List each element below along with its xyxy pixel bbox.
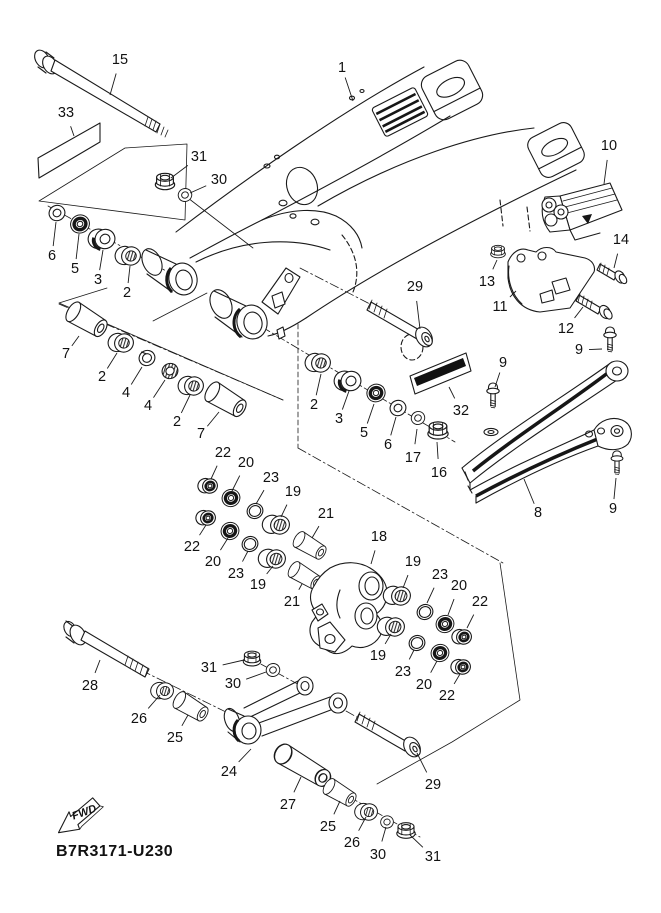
part-label-19: 19 [284, 484, 302, 500]
leader-line-22 [454, 674, 460, 684]
washer-23 [244, 501, 265, 522]
fwd-label: FWD [70, 802, 99, 823]
part-label-3: 3 [93, 272, 103, 288]
bush-3 [331, 365, 365, 397]
washer-30 [264, 662, 281, 679]
part-label-24: 24 [220, 764, 238, 780]
leader-line-10 [604, 160, 607, 184]
chain-guide-upper [542, 183, 622, 240]
washer-17 [409, 409, 427, 427]
bearing-2 [112, 241, 144, 271]
leader-line-8 [524, 479, 534, 504]
part-label-11: 11 [492, 299, 508, 315]
leader-line-23 [256, 490, 264, 504]
swingarm-body [138, 57, 587, 360]
drawing-code: B7R3171-U230 [56, 843, 174, 860]
leader-line-16 [437, 442, 438, 459]
part-label-6: 6 [47, 248, 57, 264]
seal-22 [449, 625, 474, 649]
bearing-19 [259, 509, 293, 541]
part-label-5: 5 [70, 261, 80, 277]
screw-9-top [604, 327, 616, 352]
part-label-33: 33 [57, 105, 75, 121]
part-label-18: 18 [370, 529, 388, 545]
part-label-29: 29 [424, 777, 442, 793]
pivot-boss-left [138, 246, 201, 299]
part-label-20: 20 [450, 578, 468, 594]
bolt-14 [597, 263, 628, 285]
part-label-31: 31 [190, 149, 208, 165]
leader-line-13 [493, 260, 497, 269]
leader-line-30 [246, 672, 266, 679]
leader-line-31 [410, 835, 423, 847]
part-label-22: 22 [183, 539, 201, 555]
leader-line-21 [299, 584, 302, 590]
part-label-20: 20 [415, 677, 433, 693]
leader-line-21 [312, 526, 319, 538]
bearing-26 [352, 798, 381, 825]
part-label-13: 13 [478, 274, 496, 290]
construction-lines [39, 144, 520, 837]
part-label-2: 2 [122, 285, 132, 301]
part-label-29: 29 [406, 279, 424, 295]
leader-line-30 [382, 827, 386, 842]
part-label-21: 21 [283, 594, 301, 610]
leader-line-2 [107, 353, 117, 369]
leader-line-20 [232, 476, 240, 491]
leader-line-3 [100, 250, 103, 270]
screw-9-bottom [611, 451, 623, 475]
bearing-2 [302, 348, 334, 378]
seal-4 [159, 361, 180, 382]
leader-line-23 [242, 551, 248, 562]
part-label-21: 21 [317, 506, 335, 522]
seal-20 [219, 486, 243, 510]
seal-22 [195, 474, 220, 498]
leader-line-2 [128, 266, 130, 283]
part-label-14: 14 [612, 232, 630, 248]
leader-line-24 [239, 749, 251, 762]
leader-line-5 [367, 404, 374, 424]
leader-line-6 [391, 417, 396, 435]
leader-line-27 [294, 777, 301, 792]
leader-line-22 [467, 615, 474, 628]
leader-line-32 [449, 387, 455, 398]
nut-16 [428, 422, 448, 439]
bush-3 [85, 223, 119, 255]
part-label-7: 7 [196, 426, 206, 442]
leader-line-31 [171, 165, 188, 178]
washer-6 [46, 203, 67, 224]
leader-line-14 [614, 254, 618, 268]
bearing-19 [255, 543, 289, 575]
leader-line-25 [334, 801, 340, 814]
screw-9-mid [487, 383, 499, 408]
part-label-19: 19 [404, 554, 422, 570]
leader-line-23 [409, 650, 414, 659]
part-label-23: 23 [394, 664, 412, 680]
washer-30 [379, 814, 395, 830]
collar-7 [63, 299, 111, 340]
swingarm-left-axle-end [418, 57, 486, 123]
washer-23 [406, 633, 427, 654]
bearing-2 [175, 371, 207, 401]
collar-27 [271, 741, 335, 791]
leader-line-22 [211, 466, 217, 479]
part-label-22: 22 [471, 594, 489, 610]
part-label-17: 17 [404, 450, 422, 466]
nut-13 [491, 245, 506, 257]
relay-arm-18 [310, 563, 387, 654]
leader-line-19 [281, 505, 287, 517]
part-label-16: 16 [430, 465, 448, 481]
part-label-27: 27 [279, 797, 297, 813]
leader-line-17 [415, 429, 417, 444]
pivot-lug [262, 268, 300, 314]
part-label-1: 1 [337, 60, 347, 76]
part-label-26: 26 [130, 711, 148, 727]
part-label-19: 19 [369, 648, 387, 664]
plate-32 [410, 353, 471, 394]
leader-line-31 [223, 660, 244, 665]
nut-31 [243, 651, 260, 666]
leader-line-29 [417, 753, 427, 772]
leader-line-20 [220, 538, 228, 550]
leader-line-4 [131, 367, 142, 384]
part-label-9: 9 [498, 355, 508, 371]
part-label-31: 31 [200, 660, 218, 676]
part-label-31: 31 [424, 849, 442, 865]
collar-7 [202, 379, 250, 420]
leader-line-9 [614, 478, 616, 499]
seal-22 [448, 655, 473, 679]
leader-line-7 [72, 336, 79, 346]
part-label-22: 22 [438, 688, 456, 704]
leader-line-22 [200, 525, 206, 535]
washer-23 [239, 534, 260, 555]
nut-31-top [155, 173, 174, 189]
leader-line-18 [371, 550, 375, 564]
part-label-26: 26 [343, 835, 361, 851]
seal-4 [136, 347, 157, 368]
part-label-4: 4 [121, 385, 131, 401]
part-label-32: 32 [452, 403, 470, 419]
part-label-3: 3 [334, 411, 344, 427]
part-label-30: 30 [224, 676, 242, 692]
part-label-30: 30 [210, 172, 228, 188]
part-label-22: 22 [214, 445, 232, 461]
part-label-9: 9 [608, 501, 618, 517]
part-label-23: 23 [431, 567, 449, 583]
leader-line-2 [316, 374, 321, 395]
fwd-direction-badge [51, 795, 107, 836]
leader-line-7 [207, 412, 219, 426]
swingarm-right-axle-end [525, 120, 588, 181]
part-label-2: 2 [309, 397, 319, 413]
part-label-6: 6 [383, 437, 393, 453]
part-label-23: 23 [262, 470, 280, 486]
leader-line-23 [427, 588, 434, 603]
leader-line-20 [431, 661, 437, 673]
leader-line-29 [417, 301, 420, 329]
leader-line-4 [153, 380, 165, 398]
part-label-19: 19 [249, 577, 267, 593]
part-label-28: 28 [81, 678, 99, 694]
part-label-25: 25 [166, 730, 184, 746]
bolt-12 [576, 294, 614, 321]
leader-line-3 [342, 391, 349, 410]
part-label-9: 9 [574, 342, 584, 358]
seal-5 [67, 212, 92, 237]
part-label-30: 30 [369, 847, 387, 863]
part-label-7: 7 [61, 346, 71, 362]
part-label-20: 20 [237, 455, 255, 471]
washer-23 [414, 602, 435, 623]
leader-line-5 [76, 234, 79, 259]
bolt-28 [61, 619, 149, 677]
leader-line-28 [95, 660, 100, 673]
plate-33 [38, 123, 100, 178]
bolt-29-lower [355, 712, 424, 760]
washer-6 [387, 398, 408, 419]
seal-20 [428, 641, 452, 665]
leader-line-12 [575, 307, 583, 318]
leader-line-19 [403, 575, 408, 588]
leader-line-15 [110, 73, 116, 95]
part-label-12: 12 [557, 321, 575, 337]
washer-30-top [176, 187, 193, 204]
leader-line-6 [53, 222, 56, 246]
leader-line-30 [190, 186, 206, 193]
part-label-8: 8 [533, 505, 543, 521]
part-label-23: 23 [227, 566, 245, 582]
leader-line-9 [589, 349, 602, 350]
part-label-2: 2 [97, 369, 107, 385]
collar-21 [291, 530, 329, 563]
leader-line-2 [181, 395, 190, 413]
part-label-2: 2 [172, 414, 182, 430]
seal-20 [218, 519, 242, 543]
part-label-25: 25 [319, 819, 337, 835]
leader-line-33 [71, 126, 74, 136]
bearing-26 [148, 677, 177, 704]
nut-31 [397, 823, 415, 839]
seal-5 [364, 381, 388, 405]
leader-line-20 [448, 599, 454, 615]
part-label-15: 15 [111, 52, 129, 68]
swingarm-rib-pad [371, 87, 428, 137]
leader-line-25 [182, 715, 188, 726]
part-label-10: 10 [600, 138, 618, 154]
part-label-20: 20 [204, 554, 222, 570]
part-label-5: 5 [359, 425, 369, 441]
part-label-4: 4 [143, 398, 153, 414]
bearing-2 [105, 328, 137, 358]
